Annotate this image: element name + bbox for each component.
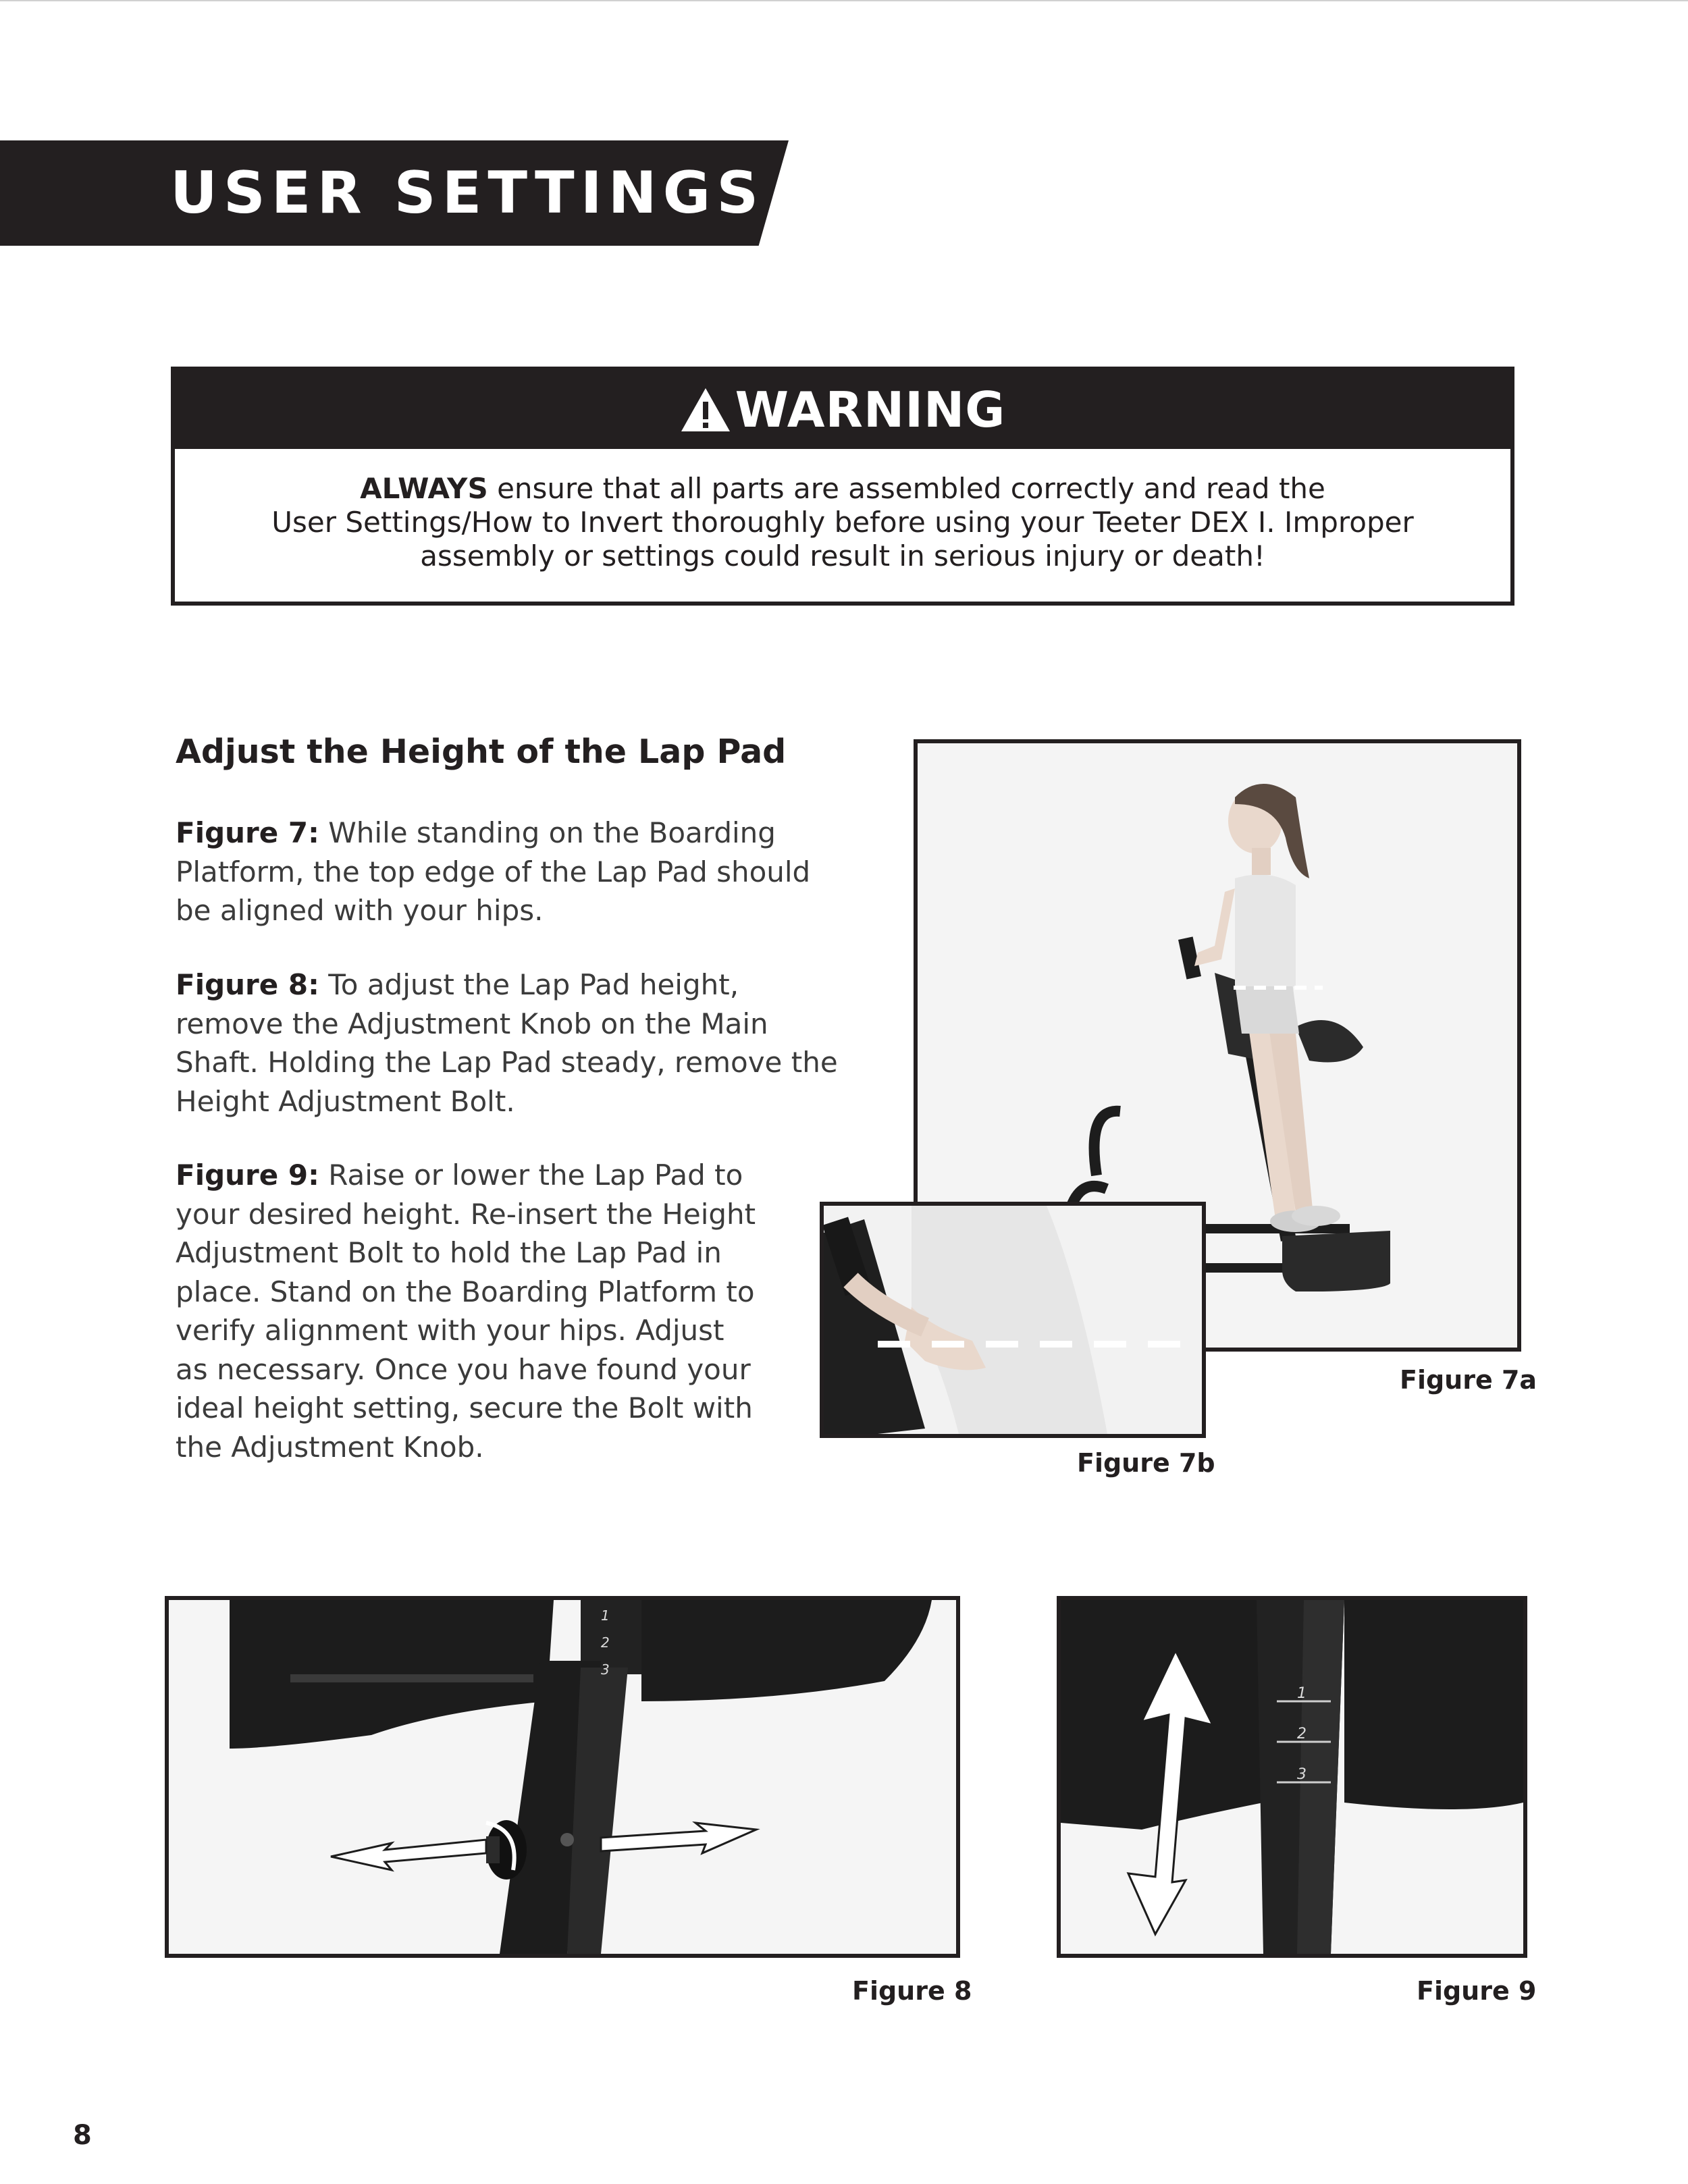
warning-box xyxy=(171,367,1514,606)
svg-text:3: 3 xyxy=(1297,1766,1307,1783)
top-rule xyxy=(0,0,1688,1)
figure-7-text: While standing on the Boarding Platform, the top edge of the Lap Pad should be aligned with your hips. xyxy=(176,816,811,927)
warning-line-3: assembly or settings could result in serious injury or death! xyxy=(420,539,1265,572)
figure-8-text: To adjust the Lap Pad height, remove the Adjustment Knob on the Main Shaft. Holding the Lap Pad steady, remove the Height Adjustment Bolt. xyxy=(176,968,838,1118)
figure-8-caption: Figure 8 xyxy=(852,1976,972,2006)
svg-text:2: 2 xyxy=(1297,1726,1307,1742)
svg-text:2: 2 xyxy=(601,1634,610,1651)
warning-triangle-icon xyxy=(680,387,731,433)
figure-8-paragraph xyxy=(176,965,851,1121)
figure-8-photo xyxy=(165,1596,960,1958)
warning-emphasis: ALWAYS xyxy=(360,472,488,505)
figure-8-label: Figure 8: xyxy=(176,968,319,1001)
figure-7b-caption: Figure 7b xyxy=(1077,1448,1215,1478)
svg-text:1: 1 xyxy=(601,1607,610,1624)
lap-pad-heading: Adjust the Height of the Lap Pad xyxy=(176,733,787,771)
figure-7-paragraph xyxy=(176,814,851,930)
warning-line-1 xyxy=(175,472,1510,506)
page-number: 8 xyxy=(73,2120,92,2151)
figure-9-label: Figure 9: xyxy=(176,1158,319,1192)
scale-marks xyxy=(1297,1685,1307,1783)
figure-9-text: Raise or lower the Lap Pad to your desired height. Re-insert the Height Adjustment Bolt to hold the Lap Pad in place. Stand on the Boarding Platform to verify alignment with your hips. Adjust as necessary. Once you have found your ideal height setting, secure the Bolt with the Adjustment Knob. xyxy=(176,1158,756,1464)
warning-line-2: User Settings/How to Invert thoroughly before using your Teeter DEX I. Improper xyxy=(271,506,1414,539)
figure-9-photo xyxy=(1057,1596,1527,1958)
warning-header xyxy=(175,371,1510,449)
section-title: USER SETTINGS xyxy=(170,159,765,227)
warning-title: WARNING xyxy=(735,381,1006,438)
figure-7-label: Figure 7: xyxy=(176,816,319,849)
figure-9-caption: Figure 9 xyxy=(1417,1976,1537,2006)
warning-line-1-text: ensure that all parts are assembled correctly and read the xyxy=(487,472,1325,505)
figure-7b-photo xyxy=(820,1202,1206,1438)
svg-text:3: 3 xyxy=(601,1661,610,1678)
figure-9-paragraph xyxy=(176,1156,756,1466)
scale-marks xyxy=(601,1607,610,1678)
figure-7a-caption: Figure 7a xyxy=(1400,1365,1537,1395)
warning-body xyxy=(175,472,1510,573)
svg-text:1: 1 xyxy=(1297,1685,1307,1702)
